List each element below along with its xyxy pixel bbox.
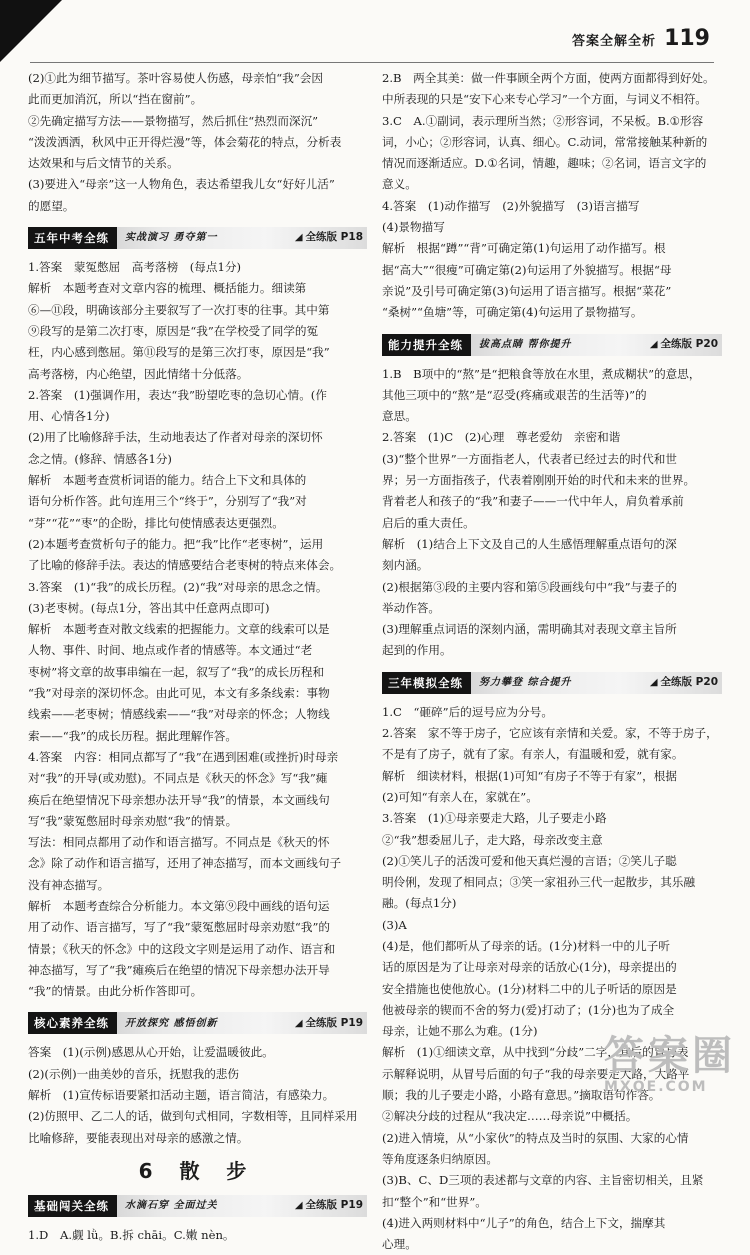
arrow-icon: ◢ [294,1017,303,1029]
text-line: 3.答案 (1)①母亲要走大路，儿子要走小路 [382,811,607,826]
arrow-icon: ◢ [294,232,303,244]
text-line: 意思。 [382,409,417,424]
text-line: 1.C “砸碎”后的逗号应为分号。 [382,704,553,719]
text-line: 高考落榜，内心绝望，因此情绪十分低落。 [28,366,249,381]
text-line: (3)要进入“母亲”这一人物角色，表达希望我儿女“好好儿活” [28,177,335,192]
page-number: 119 [664,26,710,51]
text-line: 1.答案 蒙冤憋屈 高考落榜 (每点1分) [28,260,241,275]
text-line: (2)仿照甲、乙二人的话，做到句式相同，字数相等，且同样采用 [28,1109,358,1124]
text-line: (2)用了比喻修辞手法，生动地表达了作者对母亲的深切怀 [28,430,323,445]
banner-tag: 五年中考全练 [28,227,117,249]
text-line: 不是有了房子，就有了家。有亲人，有温暖和爱，就有家。 [382,747,684,762]
text-line: 的愿望。 [28,198,75,213]
text-line: (3)老枣树。(每点1分，答出其中任意两点即可) [28,600,270,615]
text-line: 举动作答。 [382,600,440,615]
banner-subtitle: 努力攀登 综合提升 [479,677,572,689]
text-line: 解析 (1)结合上下文及自己的人生感悟理解重点语句的深 [382,536,677,551]
text-line: 心理。 [382,1237,417,1252]
right-intro [382,68,722,324]
banner-ref [650,334,718,355]
left-block-1 [28,257,367,1002]
banner-tag: 核心素养全练 [28,1012,117,1034]
text-line: 枣树”将文章的故事串编在一起，叙写了“我”的成长历程和 [28,664,325,679]
banner-ref-text: 全练版 P19 [305,1016,363,1029]
text-line: “泼泼洒洒，秋风中正开得烂漫”等，体会菊花的特点，分析表 [28,134,342,149]
text-line: 启后的重大责任。 [382,515,475,530]
text-line: 达效果和与后文情节的关系。 [28,156,179,171]
banner-subtitle: 开放探究 感悟创新 [125,1017,218,1029]
text-line: (4)进入两则材料中“儿子”的角色，结合上下文，揣摩其 [382,1215,666,1230]
text-line: 扣“整个”和“世界”。 [382,1194,487,1209]
banner-ref [650,672,718,693]
text-line: 刻内涵。 [382,558,429,573]
text-line: 索——“我”的成长历程。据此理解作答。 [28,728,237,743]
text-line: 4.答案 内容：相同点都写了“我”在遇到困难(或挫折)时母亲 [28,749,339,764]
text-line: 念》除了动作和语言描写，还用了神态描写，而本文画线句子 [28,856,342,871]
text-line: 解析 本题考查综合分析能力。本文第⑨段中画线的语句运 [28,898,330,913]
text-line: “我”对母亲的深切怀念。由此可见，本文有多条线索：事物 [28,686,330,701]
header-title: 答案全解全析 [572,34,657,49]
left-block-3 [28,1225,367,1246]
text-line: 融。(每点1分) [382,896,457,911]
text-line: 解析 (1)宣传标语要紧扣活动主题，语言简洁，有感染力。 [28,1088,335,1103]
left-column [28,68,367,1246]
text-line: 1.B B项中的“熬”是“把粮食等放在水里，煮成糊状”的意思， [382,366,701,381]
left-block-2 [28,1042,367,1148]
banner-core-literacy [28,1012,367,1034]
text-line: ②解决分歧的过程从“我决定……母亲说”中概括。 [382,1109,638,1124]
watermark-line2: MXQE.COM [604,1079,708,1095]
text-line: 线索——老枣树；情感线索——“我”对母亲的怀念；人物线 [28,707,330,722]
text-line: ②先确定描写方法——景物描写，然后抓住“热烈而深沉” [28,113,319,128]
text-line: 没有神态描写。 [28,877,110,892]
text-line: ⑨段写的是第二次打枣，原因是“我”在学校受了同学的冤 [28,323,319,338]
text-line: 痪后在绝望情况下母亲想办法开导“我”的情景，本文画线句 [28,792,330,807]
chapter-title: 6 散 步 [138,1158,257,1183]
text-line: 答案 (1)(示例)感恩从心开始，让爱温暖彼此。 [28,1045,274,1060]
text-line: 用了动作、语言描写，写了“我”蒙冤憋屈时母亲劝慰“我”的 [28,920,330,935]
watermark [604,1034,744,1100]
banner-tag: 基础闯关全练 [28,1195,117,1217]
arrow-icon: ◢ [649,677,658,689]
text-line: 情况而逐渐适应。D.①名词，情趣，趣味；②名词，语言文字的 [382,156,707,171]
text-line: 神态描写，写了“我”瘫痪后在绝望的情况下母亲想办法开导 [28,962,330,977]
text-line: 据“高大”“很瘦”可确定第(2)句运用了外貌描写。根据“母 [382,262,672,277]
text-line: 情景；《秋天的怀念》中的这段文字则是运用了动作、语言和 [28,941,336,956]
text-line: 4.答案 (1)动作描写 (2)外貌描写 (3)语言描写 [382,198,640,213]
text-line: “我”的情景。由此分析作答即可。 [28,984,203,999]
banner-ref-text: 全练版 P20 [660,676,718,689]
text-line: 比喻修辞，要能表现出对母亲的感激之情。 [28,1130,249,1145]
banner-ability [382,334,722,356]
text-line: 1.D A.觑 lǜ。B.拆 chāi。C.嫩 nèn。 [28,1227,235,1242]
text-line: 对“我”的开导(或劝慰)。不同点是《秋天的怀念》写“我”瘫 [28,771,328,786]
text-line: 背着老人和孩子的“我”和妻子——一代中年人，肩负着承前 [382,494,684,509]
text-line: ⑥—⑪段，明确该部分主要叙写了一次打枣的往事。其中第 [28,302,330,317]
text-line: 3.C A.①副词，表示理所当然；②形容词，不呆板。B.①形容 [382,113,704,128]
banner-five-year [28,227,367,249]
banner-ref-text: 全练版 P18 [305,231,363,244]
text-line: ②“我”想委屈儿子，走大路，母亲改变主意 [382,832,603,847]
banner-ref [295,227,363,248]
text-line: (2)进入情境，从“小家伙”的特点及当时的氛围、大家的心情 [382,1130,689,1145]
watermark-line1: 答案圈 [604,1033,736,1079]
banner-subtitle: 水滴石穿 全面过关 [125,1200,218,1212]
text-line: (3)A [382,917,407,932]
page-corner-mark [0,0,62,62]
text-line: 解析 本题考查赏析词语的能力。结合上下文和具体的 [28,473,307,488]
text-line: (4)景物描写 [382,220,445,235]
text-line: (3)理解重点词语的深刻内涵，需明确其对表现文章主旨所 [382,622,677,637]
text-line: 用、心情各1分) [28,409,110,424]
text-line: 解析 本题考查对文章内容的梳理、概括能力。细读第 [28,281,307,296]
text-line: (2)本题考查赏析句子的能力。把“我”比作“老枣树”，运用 [28,536,324,551]
text-line: 其他三项中的“熬”是“忍受(疼痛或艰苦的生活等)”的 [382,387,647,402]
text-line: 界；另一方面指孩子，代表着刚刚开始的时代和未来的世界。 [382,473,696,488]
text-line: 解析 本题考查对散文线索的把握能力。文章的线索可以是 [28,622,330,637]
text-line: (4)是，他们都听从了母亲的话。(1分)材料一中的儿子听 [382,938,670,953]
text-line: “芽”“花”“枣”的企盼，排比句使情感表达更强烈。 [28,515,284,530]
banner-ref-text: 全练版 P19 [305,1199,363,1212]
banner-tag: 三年模拟全练 [382,672,471,694]
banner-subtitle: 实战演习 勇夺第一 [125,232,218,244]
text-line: 话的原因是为了让母亲对母亲的话放心(1分)，母亲提出的 [382,960,677,975]
banner-ref [295,1013,363,1034]
text-line: “桑树”“鱼塘”等，可确定第(4)句运用了景物描写。 [382,305,643,320]
text-line: 写“我”蒙冤憋屈时母亲劝慰“我”的情景。 [28,813,238,828]
text-line: 解析 (1)①细读文章，从中找到“分歧”二字，其后的冒号表 [382,1045,689,1060]
text-line: 示解释说明，从冒号后面的句子“我的母亲要走大路，大路平 [382,1066,690,1081]
text-line: 枉，内心感到憋屈。第⑪段写的是第三次打枣，原因是“我” [28,345,330,360]
text-line: 写法：相同点都用了动作和语言描写。不同点是《秋天的怀 [28,835,330,850]
arrow-icon: ◢ [649,338,658,350]
text-line: (3)B、C、D三项的表述都与文章的内容、主旨密切相关，且紧 [382,1173,704,1188]
text-line: 2.答案 家不等于房子，它应该有亲情和关爱。家，不等于房子， [382,726,718,741]
header-rule [30,62,714,63]
text-line: 母亲，让她不那么为难。(1分) [382,1024,538,1039]
text-line: 2.答案 (1)C (2)心理 尊老爱幼 亲密和谐 [382,430,621,445]
text-line: (2)根据第③段的主要内容和第⑤段画线句中“我”与妻子的 [382,579,677,594]
text-line: (2)(示例)一曲美妙的音乐，抚慰我的悲伤 [28,1066,239,1081]
text-line: 他被母亲的锲而不舍的努力(爱)打动了；(1分)也为了成全 [382,1002,675,1017]
text-line: (3)“整个世界”一方面指老人，代表者已经过去的时代和世 [382,451,677,466]
text-line: 安全措施也使他放心。(1分)材料二中的儿子听话的原因是 [382,981,677,996]
banner-basic [28,1195,367,1217]
right-block-1 [382,364,722,662]
text-line: 等角度逐条归纳原因。 [382,1151,498,1166]
text-line: 亲说”及引号可确定第(3)句运用了语言描写。根据“菜花” [382,283,672,298]
right-block-2 [382,702,722,1255]
text-line: 2.答案 (1)强调作用，表达“我”盼望吃枣的急切心情。(作 [28,387,327,402]
text-line: (2)可知“有亲人在，家就在”。 [382,789,538,804]
text-line: 人物、事件、时间、地点或作者的情感等。本文通过“老 [28,643,313,658]
text-line: 意义。 [382,177,417,192]
text-line: 此而更加消沉，所以“挡在窗前”。 [28,92,203,107]
text-line: 3.答案 (1)“我”的成长历程。(2)“我”对母亲的思念之情。 [28,579,328,594]
banner-subtitle: 拔高点睛 帮你提升 [479,338,572,350]
text-line: 语句分析作答。此句连用三个“终于”，分别写了“我”对 [28,494,307,509]
text-line: 中所表现的只是“安下心来专心学习”一个方面，与词义不相符。 [382,92,707,107]
left-intro [28,68,367,217]
banner-three-year [382,672,722,694]
text-line: 词，小心；②形容词，认真、细心。C.动词，常常接触某种新的 [382,134,708,149]
text-line: 了比喻的修辞手法。表达的情感要结合老枣树的特点来体会。 [28,558,342,573]
text-line: 明伶俐，发现了相同点；③笑一家祖孙三代一起散步，其乐融 [382,875,696,890]
banner-ref-text: 全练版 P20 [660,337,718,350]
text-line: (2)①笑儿子的活泼可爱和他天真烂漫的言语；②笑儿子聪 [382,853,677,868]
text-line: 解析 根据“蹲”“背”可确定第(1)句运用了动作描写。根 [382,241,666,256]
text-line: 解析 细读材料，根据(1)可知“有房子不等于有家”，根据 [382,768,677,783]
text-line: 起到的作用。 [382,643,452,658]
banner-tag: 能力提升全练 [382,334,471,356]
text-line: (2)①此为细节描写。茶叶容易使人伤感，母亲怕“我”会因 [28,71,323,85]
text-line: 顺；我的儿子要走小路，小路有意思。”摘取语句作答。 [382,1088,661,1103]
page-header [572,26,710,60]
banner-ref [295,1195,363,1216]
arrow-icon: ◢ [294,1200,303,1212]
text-line: 2.B 两全其美：做一件事顾全两个方面，使两方面都得到好处。 [382,71,715,85]
text-line: 念之情。(修辞、情感各1分) [28,451,172,466]
